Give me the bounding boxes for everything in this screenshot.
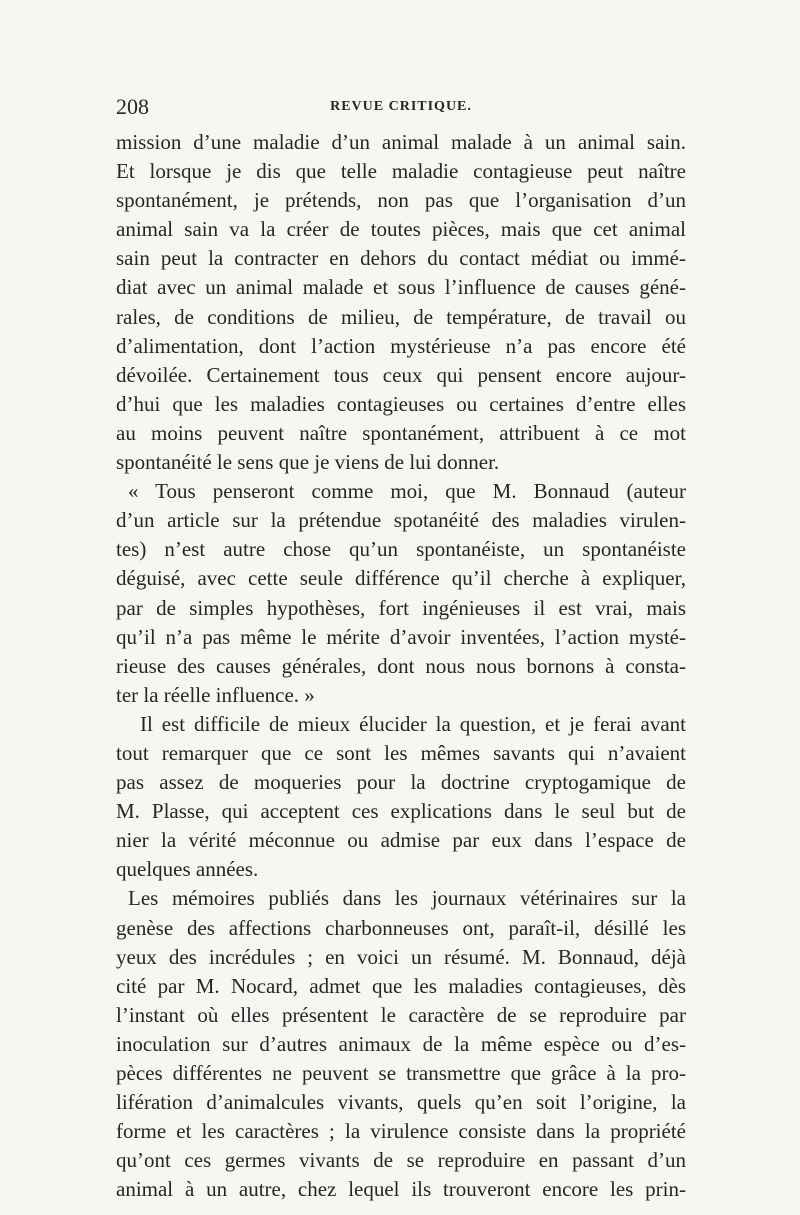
- text-line: mission d’une maladie d’un animal malade à un animal sain.: [116, 130, 686, 154]
- text-line: rales, de conditions de milieu, de température, de travail ou: [116, 304, 686, 329]
- text-line: spontanéité le sens que je viens de lui donner.: [116, 450, 500, 475]
- text-line: M. Plasse, qui acceptent ces explications dans le seul but de: [116, 799, 686, 824]
- text-line: quelques années.: [116, 857, 259, 882]
- text-line: par de simples hypothèses, fort ingénieuses il est vrai, mais: [116, 595, 686, 620]
- text-line: sain peut la contracter en dehors du contact médiat ou immé-: [116, 246, 686, 271]
- text-line: spontanément, je prétends, non pas que l’organisation d’un: [116, 188, 686, 213]
- text-line: nier la vérité méconnue ou admise par eux dans l’espace de: [116, 828, 686, 853]
- text-line: déguisé, avec cette seule différence qu’il cherche à expliquer,: [116, 566, 686, 591]
- running-head: [116, 93, 686, 121]
- text-line: qu’ont ces germes vivants de se reproduire en passant d’un: [116, 1148, 686, 1173]
- text-line: inoculation sur d’autres animaux de la même espèce ou d’es-: [116, 1031, 686, 1056]
- text-line: Et lorsque je dis que telle maladie contagieuse peut naître: [116, 159, 686, 184]
- text-line: tout remarquer que ce sont les mêmes savants qui n’avaient: [116, 740, 686, 765]
- text-line: forme et les caractères ; la virulence consiste dans la propriété: [116, 1119, 686, 1144]
- text-line: ter la réelle influence. »: [116, 682, 315, 707]
- running-title: REVUE CRITIQUE.: [330, 99, 472, 114]
- text-line: cité par M. Nocard, admet que les maladies contagieuses, dès: [116, 973, 686, 998]
- text-line: rieuse des causes générales, dont nous nous bornons à consta-: [116, 653, 686, 678]
- text-line: lifération d’animalcules vivants, quels qu’en soit l’origine, la: [116, 1090, 686, 1115]
- text-line: l’instant où elles présentent le caractère de se reproduire par: [116, 1002, 686, 1027]
- body-text: [116, 128, 686, 1204]
- text-line: yeux des incrédules ; en voici un résumé. M. Bonnaud, déjà: [116, 944, 686, 969]
- text-line: diat avec un animal malade et sous l’influence de causes géné-: [116, 275, 686, 300]
- text-line: d’hui que les maladies contagieuses ou certaines d’entre elles: [116, 391, 686, 416]
- text-line: Il est difficile de mieux élucider la question, et je ferai avant: [140, 711, 686, 736]
- text-line: pas assez de moqueries pour la doctrine cryptogamique de: [116, 770, 686, 795]
- text-line: animal sain va la créer de toutes pièces, mais que cet animal: [116, 217, 686, 242]
- text-line: animal à un autre, chez lequel ils trouveront encore les prin-: [116, 1177, 686, 1202]
- text-line: tes) n’est autre chose qu’un spontanéiste, un spontanéiste: [116, 537, 686, 562]
- text-line: qu’il n’a pas même le mérite d’avoir inventées, l’action mysté-: [116, 624, 686, 649]
- text-line: au moins peuvent naître spontanément, attribuent à ce mot: [116, 420, 686, 445]
- text-line: pèces différentes ne peuvent se transmettre que grâce à la pro-: [116, 1061, 686, 1085]
- page-number: 208: [116, 94, 149, 119]
- text-line: d’alimentation, dont l’action mystérieuse n’a pas encore été: [116, 333, 686, 358]
- text-line: genèse des affections charbonneuses ont, paraît-il, désillé les: [116, 915, 686, 940]
- text-line: dévoilée. Certainement tous ceux qui pensent encore aujour-: [116, 362, 686, 387]
- text-line: d’un article sur la prétendue spotanéité des maladies virulen-: [116, 508, 686, 533]
- text-line: « Tous penseront comme moi, que M. Bonnaud (auteur: [128, 479, 686, 504]
- text-line: Les mémoires publiés dans les journaux vétérinaires sur la: [128, 886, 686, 911]
